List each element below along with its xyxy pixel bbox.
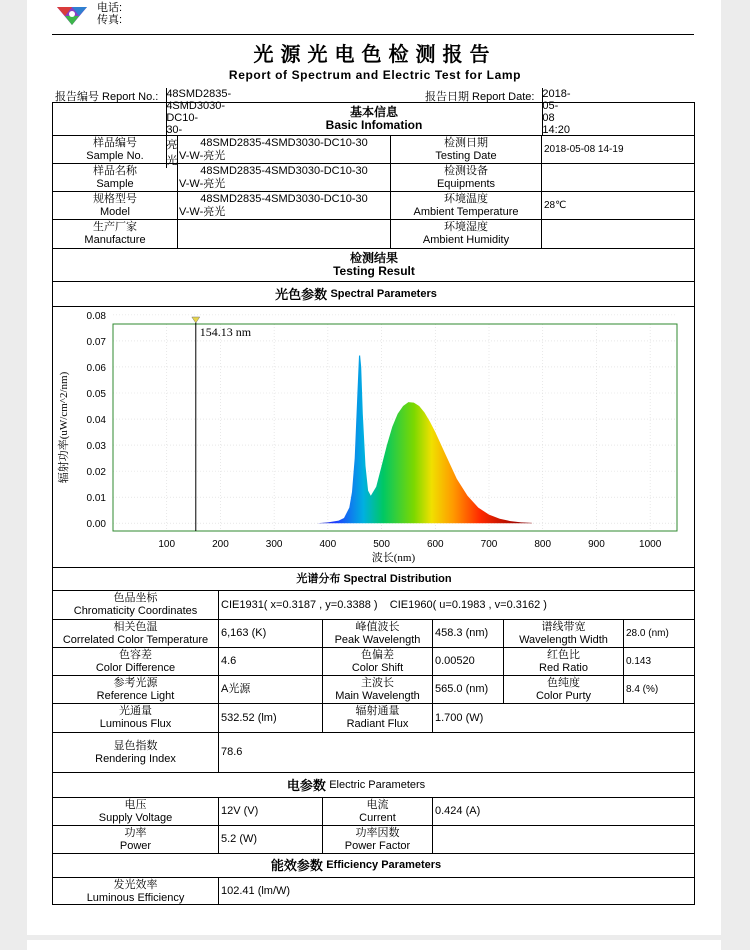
label-en: Current: [359, 811, 396, 824]
testing-result-title-cn: 检测结果: [349, 251, 398, 265]
label-cn: 检测日期: [444, 136, 488, 149]
y-tick-label: 0.08: [86, 310, 106, 322]
value-line1: 48SMD2835-4SMD3030-DC10-30: [200, 192, 368, 205]
label-en: Testing Date: [435, 149, 497, 162]
label-cn: 峰值波长: [355, 620, 400, 633]
label-en: Equipments: [436, 177, 496, 190]
label-cn: 电流: [366, 798, 389, 811]
basic-info-title-en: Basic Infomation: [325, 118, 423, 132]
color-purity-value: 8.4 (%): [626, 684, 659, 695]
next-page-edge: [27, 940, 721, 950]
x-tick-label: 1000: [639, 539, 662, 550]
label-cn: 发光效率: [113, 878, 158, 891]
model-value: [179, 192, 389, 219]
wavelength-width-label: [504, 620, 623, 647]
label-cn: 光通量: [119, 705, 152, 717]
report-number-label: 报告编号 Report No.:: [55, 91, 159, 103]
label-en: Wavelength Width: [519, 633, 608, 646]
label-en: Manufacture: [84, 234, 146, 246]
color-shift-value: 0.00520: [435, 655, 475, 667]
label-cn: 环境温度: [444, 192, 488, 205]
testing-result-title-en: Testing Result: [333, 264, 415, 278]
section-title-en: Spectral Parameters: [330, 287, 437, 300]
power-factor-label: [323, 826, 432, 853]
basic-info-heading: [53, 103, 695, 135]
y-tick-label: 0.04: [86, 415, 106, 427]
label-en: Ambient Humidity: [422, 234, 510, 246]
luminous-efficiency-label: [53, 878, 218, 905]
x-tick-label: 400: [319, 539, 337, 550]
label-cn: 色纯度: [547, 676, 580, 689]
cct-label: [53, 620, 218, 647]
section-title-en: Efficiency Parameters: [326, 859, 442, 871]
x-axis-label: 波长(nm): [371, 552, 416, 564]
color-purity-label: [504, 676, 623, 703]
value-line2: V-W-亮光: [179, 205, 226, 218]
efficiency-params-heading: [56, 854, 656, 877]
rule: [218, 797, 219, 853]
y-tick-label: 0.03: [86, 441, 106, 453]
label-cn: 主波长: [361, 676, 394, 689]
x-tick-label: 200: [212, 539, 229, 550]
header-divider: [52, 34, 694, 35]
section-title-cn: 电参数: [286, 777, 326, 793]
rendering-index-label: [53, 733, 218, 772]
label-en: Reference Light: [96, 689, 175, 702]
power-label: [53, 826, 218, 853]
x-tick-label: 600: [426, 539, 444, 550]
electric-params-heading: [56, 773, 656, 797]
label-cn: 生产厂家: [93, 221, 137, 233]
label-en: Power Factor: [344, 839, 411, 852]
label-en: Color Shift: [351, 661, 404, 674]
current-value: 0.424 (A): [435, 805, 481, 817]
label-en: Ambient Temperature: [413, 205, 519, 218]
test-date-label: [391, 136, 541, 163]
fax-label: 传真:: [97, 14, 123, 26]
label-cn: 谱线带宽: [541, 620, 586, 633]
x-tick-label: 300: [265, 539, 283, 550]
y-tick-label: 0.01: [86, 493, 106, 505]
label-cn: 电压: [124, 798, 147, 811]
label-en: Correlated Color Temperature: [62, 633, 209, 646]
power-value: 5.2 (W): [221, 833, 258, 845]
x-tick-label: 800: [534, 539, 552, 550]
red-ratio-value: 0.143: [626, 656, 652, 667]
section-title-en: Electric Parameters: [329, 778, 426, 791]
luminous-flux-label: [53, 704, 218, 732]
wavelength-marker-tip: [192, 317, 200, 323]
voltage-value: 12V (V): [221, 805, 259, 817]
ambient-humidity-label: [391, 220, 541, 248]
rule: [432, 797, 433, 853]
distribution-title-cn: 光谱分布: [296, 572, 341, 585]
manufacture-label: [53, 220, 177, 248]
section-title-cn: 光色参数: [275, 286, 328, 302]
testing-result-heading: [53, 249, 695, 281]
luminous-flux-value: 532.52 (lm): [221, 711, 277, 724]
label-cn: 色容差: [119, 648, 152, 661]
label-en: Main Wavelength: [335, 689, 420, 702]
chromaticity-label: [53, 591, 218, 619]
x-tick-label: 900: [588, 539, 605, 550]
radiant-flux-value: 1.700 (W): [435, 711, 484, 724]
label-en: Rendering Index: [95, 752, 176, 765]
rule: [541, 135, 542, 248]
equipment-label: [391, 164, 541, 191]
report-date-label: 报告日期 Report Date:: [425, 91, 535, 103]
ambient-temp-value: 28℃: [544, 200, 567, 211]
luminous-efficiency-value: 102.41 (lm/W): [221, 885, 291, 897]
voltage-label: [53, 798, 218, 825]
main-wavelength-label: [323, 676, 432, 703]
reference-light-value: A光源: [221, 683, 251, 695]
label-en: Luminous Flux: [99, 718, 172, 730]
rule: [218, 590, 219, 772]
color-difference-value: 4.6: [221, 655, 237, 667]
y-axis-label: 辐射功率(uW/cm^2/nm): [58, 371, 70, 484]
report-title-en: Report of Spectrum and Electric Test for Lamp: [228, 68, 522, 82]
label-cn: 样品编号: [93, 136, 137, 149]
x-tick-label: 500: [373, 539, 390, 550]
red-ratio-label: [504, 648, 623, 675]
label-cn: 辐射通量: [355, 705, 400, 717]
chromaticity-value: CIE1931( x=0.3187 , y=0.3388 ) CIE1960( u=0.1983 , v=0.3162 ): [221, 598, 547, 611]
sample-no-value: [179, 136, 389, 163]
label-cn: 色偏差: [361, 648, 394, 661]
peak-wavelength-label: [323, 620, 432, 647]
distribution-title-en: Spectral Distribution: [343, 572, 452, 585]
color-shift-label: [323, 648, 432, 675]
contact-info: [97, 2, 122, 26]
label-cn: 相关色温: [113, 620, 158, 633]
peak-wavelength-value: 458.3 (nm): [435, 627, 489, 639]
label-cn: 参考光源: [113, 676, 158, 689]
rule: [177, 135, 178, 248]
distribution-heading: [53, 568, 695, 590]
x-tick-label: 100: [158, 539, 176, 550]
label-en: Model: [100, 205, 130, 218]
y-tick-labels: [87, 311, 107, 530]
label-cn: 红色比: [547, 648, 580, 661]
label-cn: 检测设备: [444, 164, 488, 177]
logo-icon: [55, 5, 89, 27]
wavelength-marker-label: 154.13 nm: [199, 325, 252, 339]
label-en: Supply Voltage: [98, 811, 173, 824]
sample-label: [53, 164, 177, 191]
main-wavelength-value: 565.0 (nm): [435, 683, 489, 695]
spectrum-area: [317, 355, 532, 523]
value-line2: V-W-亮光: [179, 177, 226, 190]
y-tick-label: 0.00: [86, 519, 106, 531]
spectral-params-heading: [56, 282, 656, 306]
y-tick-label: 0.05: [86, 389, 106, 400]
cct-value: 6,163 (K): [221, 627, 267, 639]
rendering-index-value: 78.6: [221, 746, 243, 758]
y-tick-label: 0.02: [86, 467, 106, 479]
x-tick-labels: [158, 539, 661, 550]
label-cn: 环境湿度: [444, 221, 488, 233]
reference-light-label: [53, 676, 218, 703]
label-en: Radiant Flux: [346, 718, 409, 730]
value-line2: V-W-亮光: [179, 149, 226, 162]
y-tick-label: 0.06: [86, 362, 106, 374]
label-cn: 样品名称: [93, 164, 137, 177]
label-en: Color Difference: [95, 661, 176, 674]
rule: [218, 877, 219, 905]
report-title-cn: 光源光电色检测报告: [253, 44, 497, 66]
rule: [623, 619, 624, 703]
rule: [432, 619, 433, 732]
radiant-flux-label: [323, 704, 432, 732]
label-en: Red Ratio: [539, 661, 588, 674]
y-tick-label: 0.07: [86, 336, 106, 348]
label-en: Luminous Efficiency: [86, 891, 185, 904]
label-cn: 显色指数: [113, 739, 158, 752]
label-cn: 功率: [124, 826, 147, 839]
sample-no-label: [53, 136, 177, 163]
label-cn: 色品坐标: [113, 592, 158, 604]
current-label: [323, 798, 432, 825]
spectrum-chart: [53, 307, 695, 567]
label-en: Peak Wavelength: [334, 633, 421, 646]
label-en: Sample No.: [86, 149, 144, 162]
value-line1: 48SMD2835-4SMD3030-DC10-30: [200, 136, 368, 149]
label-en: Chromaticity Coordinates: [73, 605, 198, 617]
basic-info-title-cn: 基本信息: [349, 105, 398, 119]
label-cn: 功率因数: [355, 826, 400, 839]
ambient-temp-label: [391, 192, 541, 219]
label-en: Power: [119, 839, 152, 852]
color-difference-label: [53, 648, 218, 675]
label-en: Color Purty: [535, 689, 592, 702]
label-en: Sample: [96, 177, 134, 190]
test-date-value: 2018-05-08 14-19: [544, 144, 624, 155]
x-tick-label: 700: [480, 539, 498, 550]
section-title-cn: 能效参数: [270, 858, 323, 873]
wavelength-width-value: 28.0 (nm): [626, 628, 669, 639]
model-label: [53, 192, 177, 219]
sample-value: [179, 164, 389, 191]
value-line1: 48SMD2835-4SMD3030-DC10-30: [200, 164, 368, 177]
label-cn: 规格型号: [93, 192, 137, 205]
phone-label: 电话:: [97, 2, 123, 14]
